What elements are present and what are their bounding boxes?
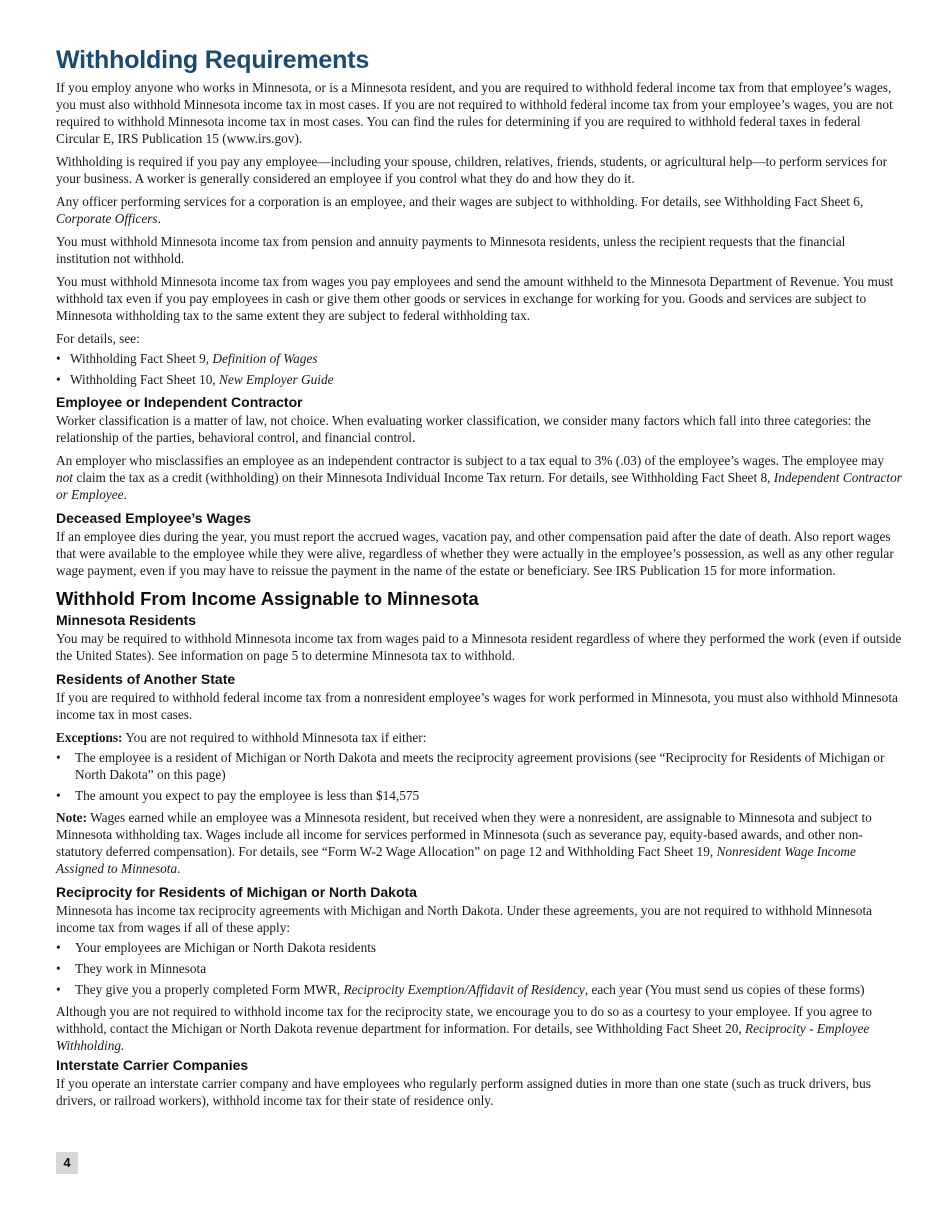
deceased-heading: Deceased Employee’s Wages — [56, 510, 252, 526]
list-item: • Withholding Fact Sheet 10, New Employer Guide — [56, 372, 334, 387]
mn-residents-heading: Minnesota Residents — [56, 612, 197, 628]
reciprocity-paragraph-2: Although you are not required to withhold income tax for the reciprocity state, we encourage you to do so as a courtesy to your employee. If you agree to withhold, contact the Michigan or North Dakota revenue department for information. For details, see Withholding Fact Sheet 20, Reciprocity - Employee Withholding. — [56, 1004, 873, 1053]
list-item: • The amount you expect to pay the employee is less than $14,575 — [56, 788, 420, 803]
reciprocity-heading: Reciprocity for Residents of Michigan or North Dakota — [56, 884, 417, 900]
contractor-heading: Employee or Independent Contractor — [56, 394, 303, 410]
list-item: • They work in Minnesota — [56, 961, 207, 976]
other-state-heading: Residents of Another State — [56, 671, 236, 687]
deceased-paragraph: If an employee dies during the year, you must report the accrued wages, vacation pay, and other compensation paid after the date of death. Also report wages that were available to the employee while they were alive, regardless of whether they were actually in the employee’s possession, as well as any other regular wage payment, even if you may have to reissue the payment in the name of the estate or beneficiary. See IRS Publication 15 for more information. — [56, 529, 894, 578]
exceptions-list — [56, 749, 902, 804]
assignable-heading: Withhold From Income Assignable to Minnesota — [56, 588, 479, 609]
intro-paragraph-2: Withholding is required if you pay any employee—including your spouse, children, relatives, friends, students, or agricultural help—to perform services for your business. A worker is generally considered an employee if you control what they do and how they do it. — [56, 154, 888, 186]
note-paragraph: Note: Wages earned while an employee was a Minnesota resident, but received when they were a nonresident, are assignable to Minnesota and subject to Minnesota withholding tax. Wages include all income for services performed in Minnesota (such as severance pay, equity-based awards, and other non-statutory deferred compensation). For details, see “Form W-2 Wage Allocation” on page 12 and Withholding Fact Sheet 19, Nonresident Wage Income Assigned to Minnesota. — [56, 810, 872, 876]
list-item: • They give you a properly completed Form MWR, Reciprocity Exemption/Affidavit of Residency, each year (You must send us copies of these forms) — [56, 982, 865, 997]
exceptions-paragraph: Exceptions: You are not required to withhold Minnesota tax if either: — [56, 730, 427, 745]
intro-paragraph-5: You must withhold Minnesota income tax from wages you pay employees and send the amount withheld to the Minnesota Department of Revenue. You must withhold tax even if you pay employees in cash or give them other goods or services in exchange for working for you. Goods and services are subject to Minnesota withholding tax to the same extent they are subject to federal withholding tax. — [56, 274, 894, 323]
other-state-paragraph: If you are required to withhold federal income tax from a nonresident employee’s wages for work performed in Minnesota, you must also withhold Minnesota income tax in most cases. — [56, 690, 898, 722]
reciprocity-list — [56, 939, 902, 998]
contractor-paragraph-1: Worker classification is a matter of law, not choice. When evaluating worker classification, we consider many factors which fall into three categories: the relationship of the parties, behavioral control, and financial control. — [56, 413, 871, 445]
intro-paragraph-4: You must withhold Minnesota income tax from pension and annuity payments to Minnesota residents, unless the recipient requests that the financial institution not withhold. — [56, 234, 846, 266]
reciprocity-paragraph-1: Minnesota has income tax reciprocity agreements with Michigan and North Dakota. Under these agreements, you are not required to withhold Minnesota income tax from wages if all of these apply: — [56, 903, 873, 935]
contractor-paragraph-2: An employer who misclassifies an employee as an independent contractor is subject to a tax equal to 3% (.03) of the employee’s wages. The employee may not claim the tax as a credit (withholding) on their Minnesota Individual Income Tax return. For details, see Withholding Fact Sheet 8, Independent Contractor or Employee. — [56, 453, 902, 502]
interstate-heading: Interstate Carrier Companies — [56, 1057, 249, 1073]
details-label: For details, see: — [56, 331, 140, 346]
list-item: • The employee is a resident of Michigan or North Dakota and meets the reciprocity agreement provisions (see “Reciprocity for Residents of Michigan or North Dakota” on this page) — [56, 750, 885, 782]
interstate-paragraph: If you operate an interstate carrier company and have employees who regularly perform assigned duties in more than one state (such as truck drivers, bus drivers, or railroad workers), withhold income tax for their state of residence only. — [56, 1076, 871, 1108]
page-number: 4 — [56, 1152, 78, 1174]
list-item: • Your employees are Michigan or North Dakota residents — [56, 940, 377, 955]
mn-residents-paragraph: You may be required to withhold Minnesota income tax from wages paid to a Minnesota resident regardless of where they performed the work (even if outside the United States). See information on page 5 to determine Minnesota tax to withhold. — [56, 631, 902, 663]
intro-paragraph-3: Any officer performing services for a corporation is an employee, and their wages are subject to withholding. For details, see Withholding Fact Sheet 6, Corporate Officers. — [56, 194, 864, 226]
list-item: • Withholding Fact Sheet 9, Definition of Wages — [56, 351, 318, 366]
intro-paragraph-1: If you employ anyone who works in Minnesota, or is a Minnesota resident, and you are required to withhold federal income tax from that employee’s wages, you must also withhold Minnesota income tax in most cases. If you are not required to withhold federal income tax from your employee’s wages, you are not required to withhold Minnesota income tax in most cases. You can find the rules for determining if you are required to withhold federal taxes in federal Circular E, IRS Publication 15 (www.irs.gov). — [56, 80, 893, 146]
page-title: Withholding Requirements — [56, 46, 370, 74]
document-page — [56, 44, 902, 1115]
details-list — [56, 350, 902, 388]
